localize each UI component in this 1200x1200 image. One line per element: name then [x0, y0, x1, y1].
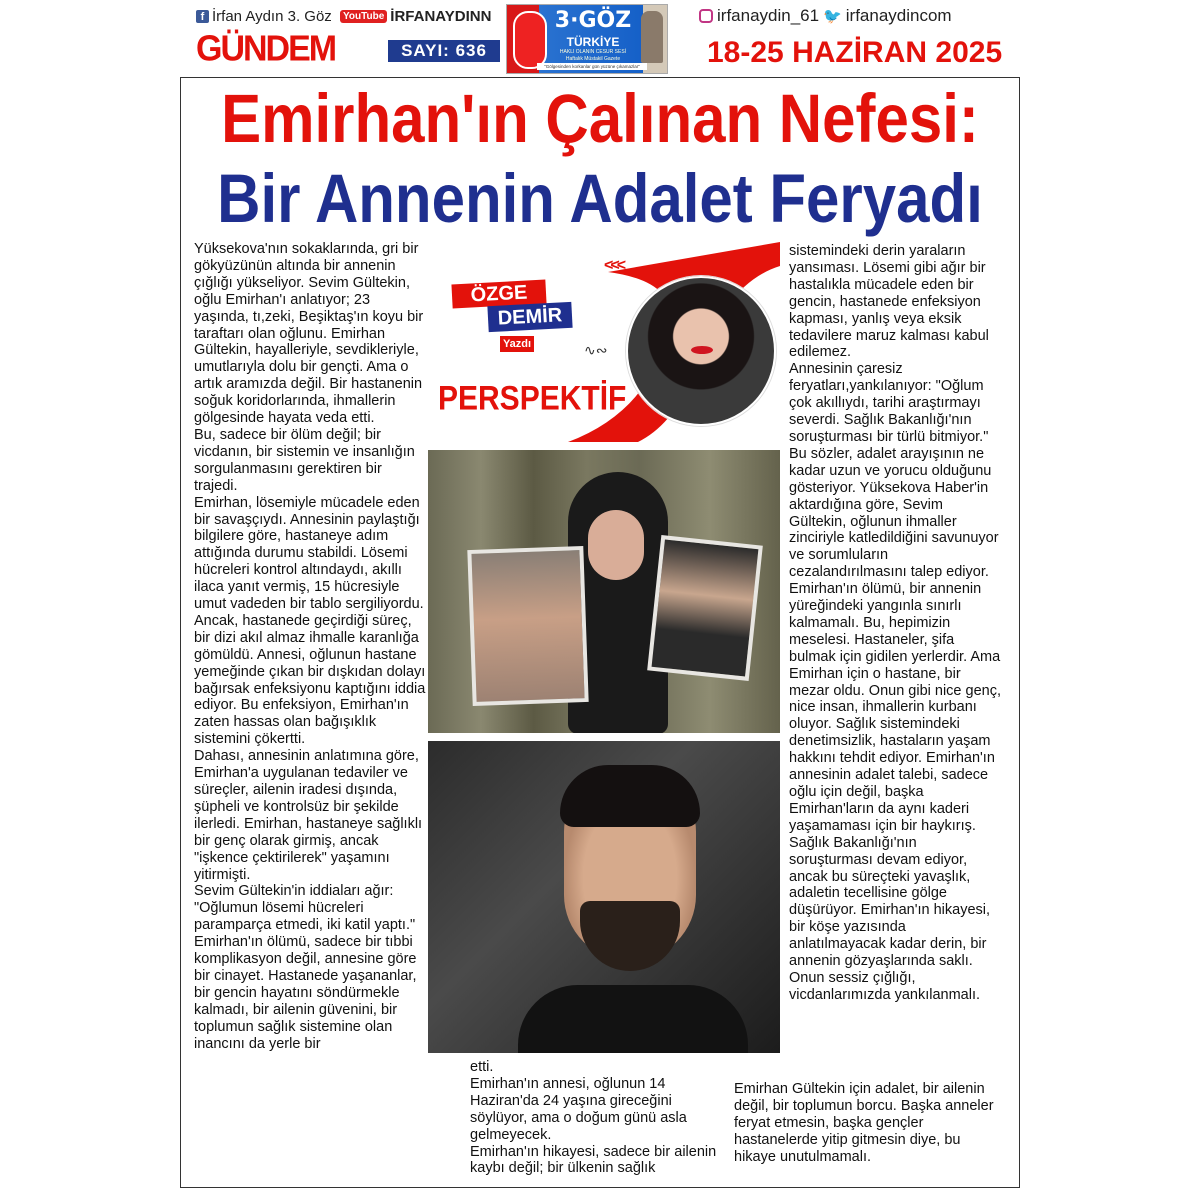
mother-face	[588, 510, 644, 580]
twitter-label: irfanaydincom	[845, 6, 952, 25]
headline-line-2: Bir Annenin Adalet Feryadı	[217, 159, 983, 238]
facebook-handle[interactable]	[196, 8, 332, 25]
arrows-icon: <<<	[604, 257, 624, 274]
article-column-3	[789, 243, 1001, 1004]
held-photo-right	[647, 535, 763, 681]
author-avatar	[626, 276, 776, 426]
logo-tagline: HAKLI OLANIN CESUR SESİ Haftalık Müstakil Gazete	[559, 49, 627, 62]
instagram-label: irfanaydin_61	[717, 6, 820, 25]
paragraph: Sevim Gültekin'in iddiaları ağır: "Oğlumun lösemi hücreleri paramparça etmedi, iki katil yaptı." Emirhan'ın ölümü, sadece bir tıbbi komplikasyon değil, annesine göre bir cinayet. Hastanede yaşananlar, bir gencin hayatını söndürmekle kalmadı, bir ailenin güvenini, bir toplumun sağlık sistemine olan inancını da yerle bir	[194, 883, 417, 1052]
paragraph: Dahası, annesinin anlatımına göre, Emirhan'a uygulanan tedaviler ve süreçler, ailenin iradesi dışında, şüpheli ve kontrolsüz bir şekilde ilerledi. Emirhan, hastaneye sağlıklı bir genç olarak girmiş, ancak "işkence çektirilerek" yaşamını yitirmişti.	[194, 748, 423, 883]
logo-brand: 3·GÖZ	[554, 8, 632, 33]
youtube-icon: YouTube	[340, 10, 387, 23]
article-column-1	[194, 241, 428, 1053]
author-banner	[428, 242, 780, 442]
article-column-3-ending	[734, 1081, 1000, 1166]
beard	[580, 901, 680, 971]
instagram-icon	[699, 9, 713, 23]
logo-slogan: "Gölgesinden korkanlar gün yüzüne çıkamazlar"	[537, 63, 647, 70]
paragraph: Emirhan'ın annesi, oğlunun 14 Haziran'da 24 yaşına gireceğini söylüyor, ama o doğum günü asla gelmeyecek.	[470, 1075, 687, 1143]
held-photo-left	[467, 546, 588, 706]
paragraph: Annesinin çaresiz feryatları,yankılanıyor: "Oğlum çok akıllıydı, tarihi araştırmayı severdi. Sağlık Bakanlığı'nın soruşturması bir türlü bitmiyor." Bu sözler, adalet arayışının ne kadar uzun ve yorucu olduğunu gösteriyor. Yüksekova Haber'in aktardığına göre, Sevim Gültekin, oğlunun ihmaller zinciriyle katledildiğini savunuyor ve sorumluların cezalandırılmasını talep ediyor.	[789, 361, 999, 581]
section-label: GÜNDEM	[196, 29, 336, 69]
paragraph: Emirhan'ın ölümü, bir annenin yüreğindeki yangınla sınırlı kalmamalı. Bu, hepimizin meselesi. Hastaneler, şifa bulmak için gidilen yerlerdir. Ama Emirhan için o hastane, bir mezar oldu. Onun gibi nice genç, nice insan, ihmallerin kurbanı oluyor. Sağlık sistemindeki denetimsizlik, hastaların yaşam hakkını tehdit ediyor. Emirhan'ın annesinin adalet talebi, sadece oğlu için değil, başka Emirhan'ların da aynı kaderi yaşamaması için bir haykırış. Sağlık Bakanlığı'nın soruşturması devam ediyor, ancak bu süreçteki yavaşlık, adaletin tecellisine gölge düşürüyor. Emirhan'ın hikayesi, bir köşe yazısında anlatılmayacak kadar derin, bir annenin gözyaşlarında saklı. Onun sessiz çığlığı, vicdanlarımızda yankılanmalı.	[789, 581, 1001, 1003]
social-handles[interactable]	[699, 6, 952, 26]
paragraph: Emirhan Gültekin için adalet, bir ailenin değil, bir toplumun borcu. Başka anneler feryat etmesin, başka gençler hastanelerde yitip gitmesin diye, bu hikaye unutulmamalı.	[734, 1081, 994, 1165]
swirl-icon: ∿∾	[584, 342, 608, 358]
byline-label: Yazdı	[500, 336, 534, 352]
paragraph: sistemindeki derin yaraların yansıması. Lösemi gibi ağır bir hastalıkla mücadele eden bir gencin, hastanede enfeksiyon kapması, yanlış veya eksik tedavilere maruz kalması kabul edilemez.	[789, 243, 989, 361]
emirhan-portrait	[428, 741, 780, 1053]
shirt	[518, 985, 748, 1053]
issue-date: 18-25 HAZİRAN 2025	[707, 36, 1003, 69]
ataturk-portrait	[641, 11, 663, 63]
paragraph: Yüksekova'nın sokaklarında, gri bir gökyüzünün altında bir annenin çığlığı yükseliyor. Sevim Gültekin, oğlu Emirhan'ı anlatıyor; 23 yaşında, tı,zeki, Beşiktaş'ın koyu bir taraftarı olan oğlunu. Emirhan Gültekin, hayalleriyle, sevdikleriyle, umutlarıyla dolu bir gençti. Ama o artık aramızda değil. Bir hastanenin soğuk koridorlarında, ihmallerin gölgesinde hayata veda etti.	[194, 241, 424, 427]
mother-photo	[428, 450, 780, 733]
author-first-name: ÖZGE	[451, 280, 546, 309]
youtube-label: İRFANAYDINN	[390, 8, 492, 25]
paragraph: Bu, sadece bir ölüm değil; bir vicdanın, bir sistemin ve insanlığın sorgulanmasını gerektiren bir trajedi.	[194, 426, 415, 494]
paragraph: Emirhan, lösemiyle mücadele eden bir savaşçıydı. Annesinin paylaştığı bilgilere göre, hastaneye adım attığında durumu stabildi. Lösemi hücreleri kontrol altındaydı, akıllı ilaca yanıt vermiş, 15 hücresiyle umut vadeden bir tablo sergiliyordu. Ancak, hastanede geçirdiği süreç, bir dizi akıl almaz ihmalle karanlığa gömüldü. Annesi, oğlunun hastane yemeğinde çıkan bir dışkıdan dolayı bağırsak enfeksiyonu kaptığını iddia ediyor. Bu enfeksiyon, Emirhan'ın zaten hassas olan bağışıklık sistemini çökertti.	[194, 494, 426, 748]
issue-number: SAYI: 636	[388, 40, 500, 62]
paragraph: etti.	[470, 1059, 494, 1075]
headline-line-1: Emirhan'ın Çalınan Nefesi:	[221, 79, 979, 158]
paragraph: Emirhan'ın hikayesi, sadece bir ailenin kaybı değil; bir ülkenin sağlık	[470, 1143, 717, 1177]
logo-country: TÜRKİYE	[566, 35, 620, 49]
hair	[560, 765, 700, 827]
facebook-icon: f	[196, 10, 209, 23]
facebook-label: İrfan Aydın 3. Göz	[212, 8, 332, 25]
article-column-2	[470, 1059, 724, 1177]
column-name: PERSPEKTİF	[438, 379, 627, 418]
author-last-name: DEMİR	[487, 302, 572, 332]
youtube-handle[interactable]	[340, 8, 491, 25]
newspaper-logo[interactable]	[506, 4, 668, 74]
twitter-icon: 🐦	[823, 8, 842, 25]
